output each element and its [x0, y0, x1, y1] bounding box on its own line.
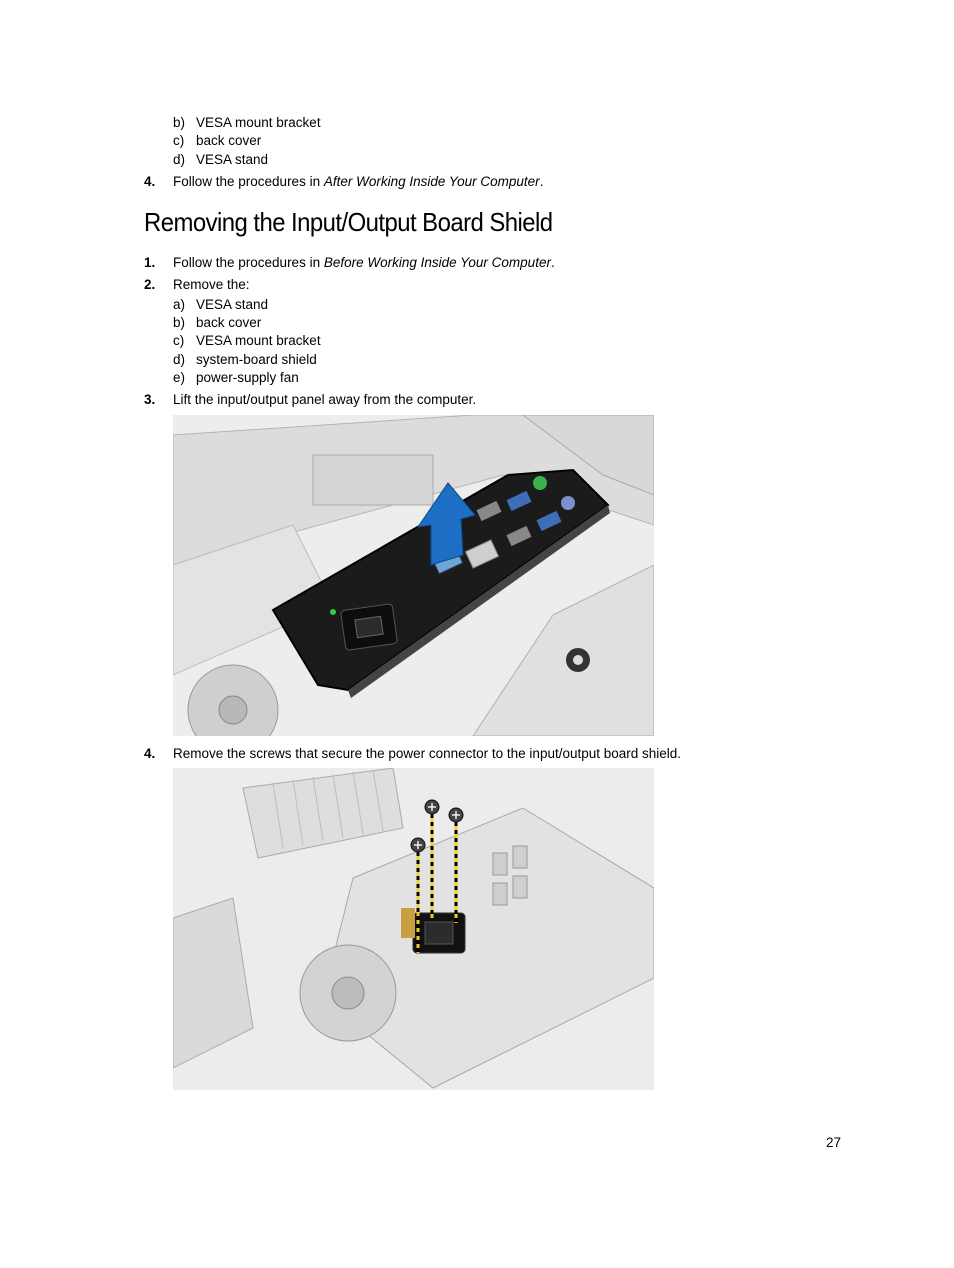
page-number: 27 [826, 1135, 842, 1150]
step-text [173, 173, 543, 191]
step-number: 3. [144, 392, 156, 407]
list-item: back cover [196, 315, 262, 330]
power-connector-screws-illustration [173, 768, 654, 1090]
cross-reference-link[interactable]: After Working Inside Your Computer [323, 174, 540, 189]
list-label: d) [173, 152, 186, 167]
list-item: back cover [196, 133, 262, 148]
list-item: system-board shield [196, 352, 317, 367]
list-label: b) [173, 315, 186, 330]
step-text-after: . [550, 255, 555, 270]
step-text: Remove the: [173, 277, 250, 292]
section-title: Removing the Input/Output Board Shield [144, 207, 553, 237]
list-item: VESA mount bracket [196, 115, 321, 130]
list-label: c) [173, 133, 185, 148]
list-item: VESA mount bracket [196, 333, 321, 348]
step-text: Lift the input/output panel away from the computer. [173, 392, 477, 407]
cross-reference-link[interactable]: Before Working Inside Your Computer [323, 255, 551, 270]
io-panel-illustration [173, 415, 654, 736]
list-item: power-supply fan [196, 370, 299, 385]
step-number: 4. [144, 746, 156, 761]
step-text-after: . [539, 174, 544, 189]
list-label: c) [173, 333, 185, 348]
list-item: VESA stand [196, 297, 269, 312]
step-text-before: Follow the procedures in [173, 174, 324, 189]
step-number: 2. [144, 277, 156, 292]
list-label: d) [173, 352, 186, 367]
step-number: 4. [144, 174, 156, 189]
screws-drawing [173, 768, 654, 1090]
list-item: VESA stand [196, 152, 269, 167]
step-text [173, 254, 555, 272]
list-label: e) [173, 370, 186, 385]
io-panel-drawing [173, 415, 654, 736]
list-label: a) [173, 297, 186, 312]
step-text: Remove the screws that secure the power connector to the input/output board shield. [173, 746, 682, 761]
step-text-before: Follow the procedures in [173, 255, 324, 270]
list-label: b) [173, 115, 186, 130]
step-number: 1. [144, 255, 156, 270]
